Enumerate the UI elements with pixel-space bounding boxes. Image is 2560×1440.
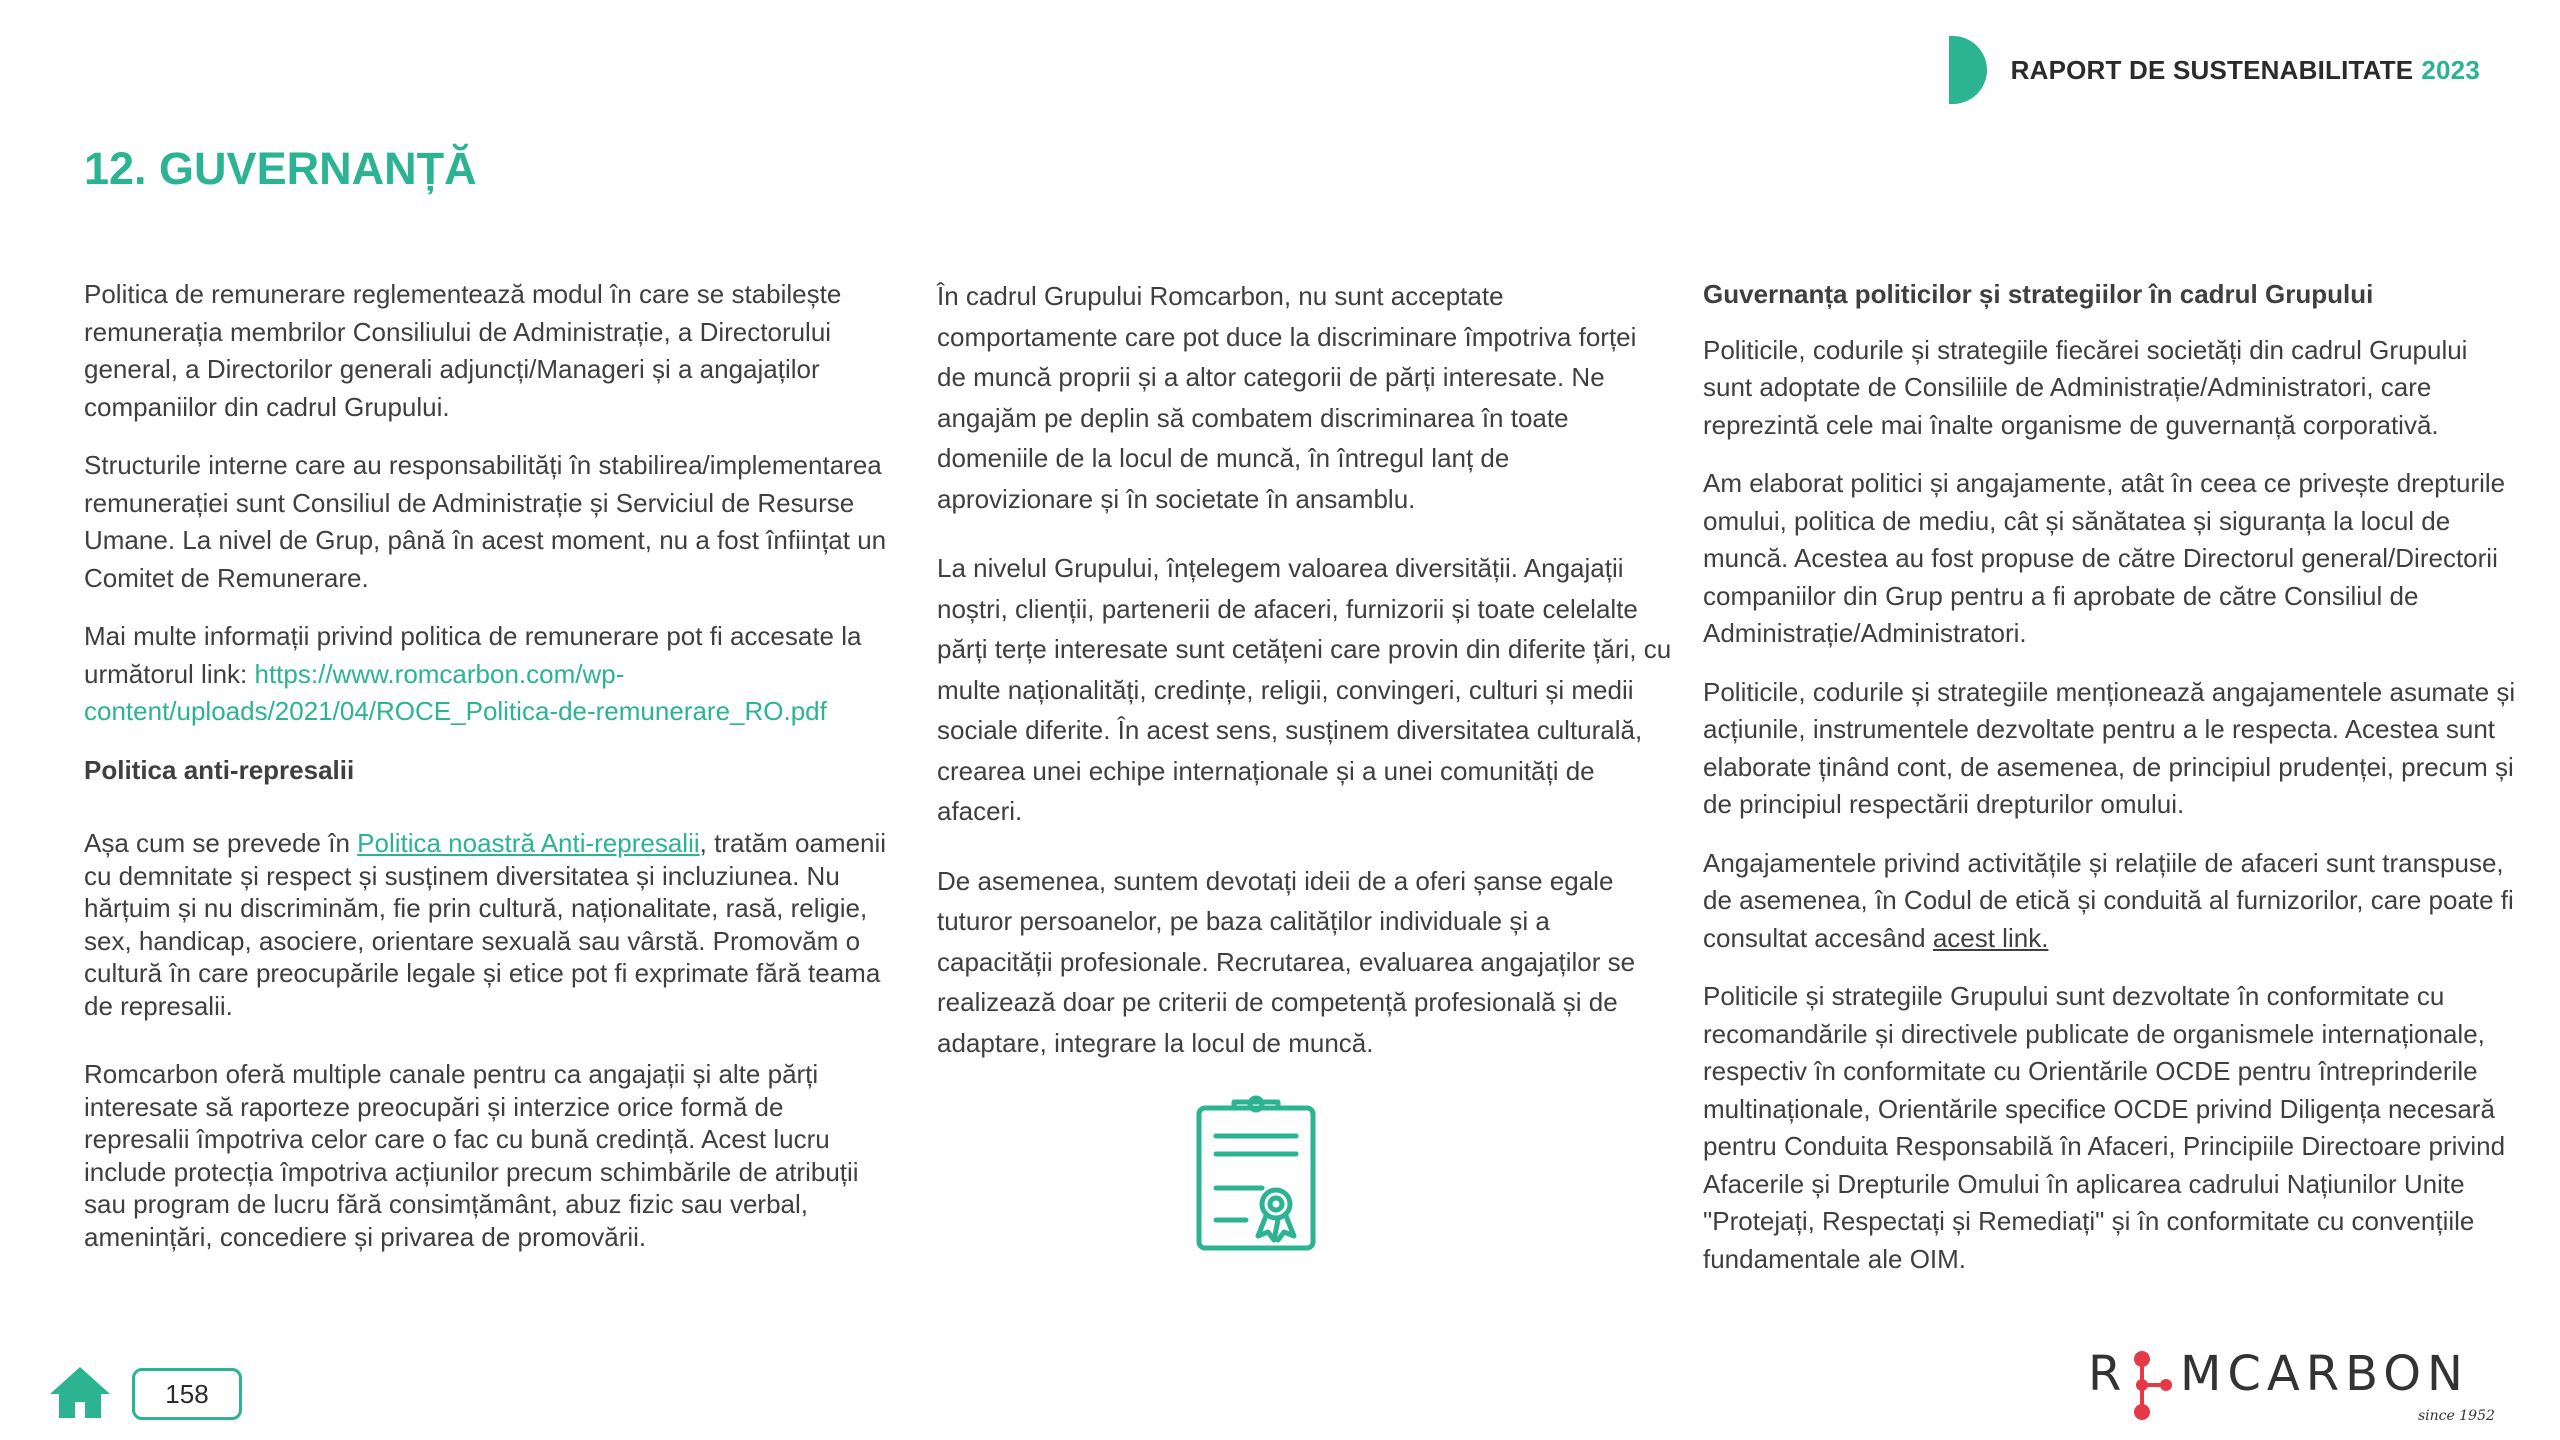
supplier-code-paragraph — [1703, 845, 2518, 958]
remuneration-link-text: Mai multe informații privind politica de remunerare pot fi accesate la următorul link: — [84, 621, 862, 689]
logo-tagline: since 1952 — [2418, 1408, 2495, 1424]
remuneration-paragraph: Politica de remunerare reglementează modul în care se stabilește remunerația membrilor Consiliului de Administrație, a Directorului general, a Directorilor generali adjuncți/Manageri și a angajaților companiilor din cadrul Grupului. — [84, 279, 842, 422]
report-header — [1949, 36, 2480, 104]
logo-molecule-icon — [2134, 1351, 2172, 1420]
page-number: 158 — [132, 1368, 242, 1420]
remuneration-structures-paragraph: Structurile interne care au responsabilități în stabilirea/implementarea remunerației sunt Consiliul de Administrație și Serviciul de Resurse Umane. La nivel de Grup, până în acest moment, nu a fost înființat un Comitet de Remunerare. — [84, 450, 887, 593]
column-right — [1703, 276, 2518, 1299]
report-title — [2011, 55, 2480, 86]
romcarbon-logo — [2088, 1344, 2498, 1430]
report-title-text: RAPORT DE SUSTENABILITATE — [2010, 54, 2414, 85]
policies-adoption-paragraph: Politicile, codurile și strategiile fiecărei societăți din cadrul Grupului sunt adoptate de Consiliile de Administrație/Administratori, care reprezintă cele mai înalte organisme de guvernanță corporativă. — [1703, 334, 2468, 440]
international-guidelines-paragraph: Politicile și strategiile Grupului sunt dezvoltate în conformitate cu recomandările și directivele publicate de organismele internaționale, respectiv în conformitate cu Orientările OCDE pentru întreprinderile multinaționale, Orientările specifice OCDE privind Diligența necesară pentru Conduita Responsabilă în Afaceri, Principiile Directoare privind Afacerile și Drepturile Omului în aplicarea cadrului Națiunilor Unite "Protejați, Respectați și Remediați" și în conformitate cu convențiile fundamentale ale OIM. — [1703, 981, 2506, 1274]
remuneration-policy-link[interactable]: https://www.romcarbon.com/wp-content/uploads/2021/04/ROCE_Politica-de-remunerare_RO.pdf — [84, 658, 827, 726]
supplier-code-text: Angajamentele privind activitățile și relațiile de afaceri sunt transpuse, de asemenea, în Codul de etică și conduită al furnizorilor, care poate fi consultat accesând — [1703, 847, 2514, 953]
half-circle-icon — [1949, 36, 1987, 104]
supplier-code-link[interactable]: acest link. — [1932, 922, 2049, 953]
equal-opportunity-paragraph: De asemenea, suntem devotați ideii de a oferi șanse egale tuturor persoanelor, pe baza calităților individuale și a capacității profesionale. Recrutarea, evaluarea angajaților se realizează doar pe criterii de competență profesională și de adaptare, integrare la locul de muncă. — [937, 865, 1636, 1058]
commitments-paragraph: Am elaborat politici și angajamente, atât în ceea ce privește drepturile omului, politica de mediu, cât și sănătatea și siguranța la locul de muncă. Acestea au fost propuse de către Directorul general/Directorii companiilor din Grup pentru a fi aprobate de către Consiliul de Administrație/Administratori. — [1703, 468, 2506, 648]
home-icon[interactable] — [48, 1364, 112, 1420]
page-title: 12. GUVERNANȚĂ — [84, 143, 477, 194]
reporting-channels-paragraph: Romcarbon oferă multiple canale pentru ca angajații și alte părți interesate să raporteze preocupări și interzice orice formă de represalii împotriva celor care o fac cu bună credință. Acest lucru include protecția împotriva acțiunilor precum schimbările de atribuții sau program de lucru fără consimțământ, abuz fizic sau verbal, amenințări, concediere și privarea de promovării. — [84, 1059, 859, 1252]
anti-retaliation-heading: Politica anti-represalii — [84, 754, 355, 785]
anti-discrimination-paragraph: În cadrul Grupului Romcarbon, nu sunt acceptate comportamente care pot duce la discriminare împotriva forței de muncă proprii și a altor categorii de părți interesate. Ne angajăm pe deplin să combatem discriminarea în toate domeniile de la locul de muncă, în întregul lanț de aprovizionare și în societate în ansamblu. — [937, 281, 1637, 514]
remuneration-link-paragraph — [84, 618, 896, 731]
anti-retaliation-paragraph — [84, 827, 896, 1022]
report-year: 2023 — [2421, 54, 2480, 85]
column-middle — [937, 276, 1672, 1092]
principles-paragraph: Politicile, codurile și strategiile menționează angajamentele asumate și acțiunile, instrumentele dezvoltate pentru a le respecta. Acestea sunt elaborate ținând cont, de asemenea, de principiul prudenței, precum și de principiul respectării drepturilor omului. — [1703, 676, 2516, 819]
svg-text:MCARBON: MCARBON — [2180, 1346, 2469, 1402]
anti-retaliation-policy-link[interactable]: Politica noastră Anti-represalii — [357, 828, 700, 858]
governance-heading: Guvernanța politicilor și strategiilor în cadrul Grupului — [1703, 279, 2374, 309]
anti-retaliation-pre: Așa cum se prevede în — [84, 828, 358, 858]
diversity-paragraph: La nivelul Grupului, înțelegem valoarea diversității. Angajații noștri, clienții, partenerii de afaceri, furnizorii și toate celelalte părți terțe interesate sunt cetățeni care provin din diferite țări, cu multe naționalități, credințe, religii, convingeri, culturi și medii sociale diferite. În acest sens, susținem diversitatea culturală, crearea unei echipe internaționale și a unei comunități de afaceri. — [937, 553, 1672, 826]
certificate-document-icon — [1194, 1092, 1318, 1252]
column-left — [84, 276, 896, 1274]
svg-text:R: R — [2088, 1346, 2123, 1402]
anti-retaliation-post: , tratăm oamenii cu demnitate și respect și susținem diversitatea și incluziunea. Nu hărțuim și nu discriminăm, fie prin cultură, naționalitate, rasă, religie, sex, handicap, asociere, orientare sexuală sau vârstă. Promovăm o cultură în care preocupările legale și etice pot fi exprimate fără teama de represalii. — [84, 828, 887, 1021]
